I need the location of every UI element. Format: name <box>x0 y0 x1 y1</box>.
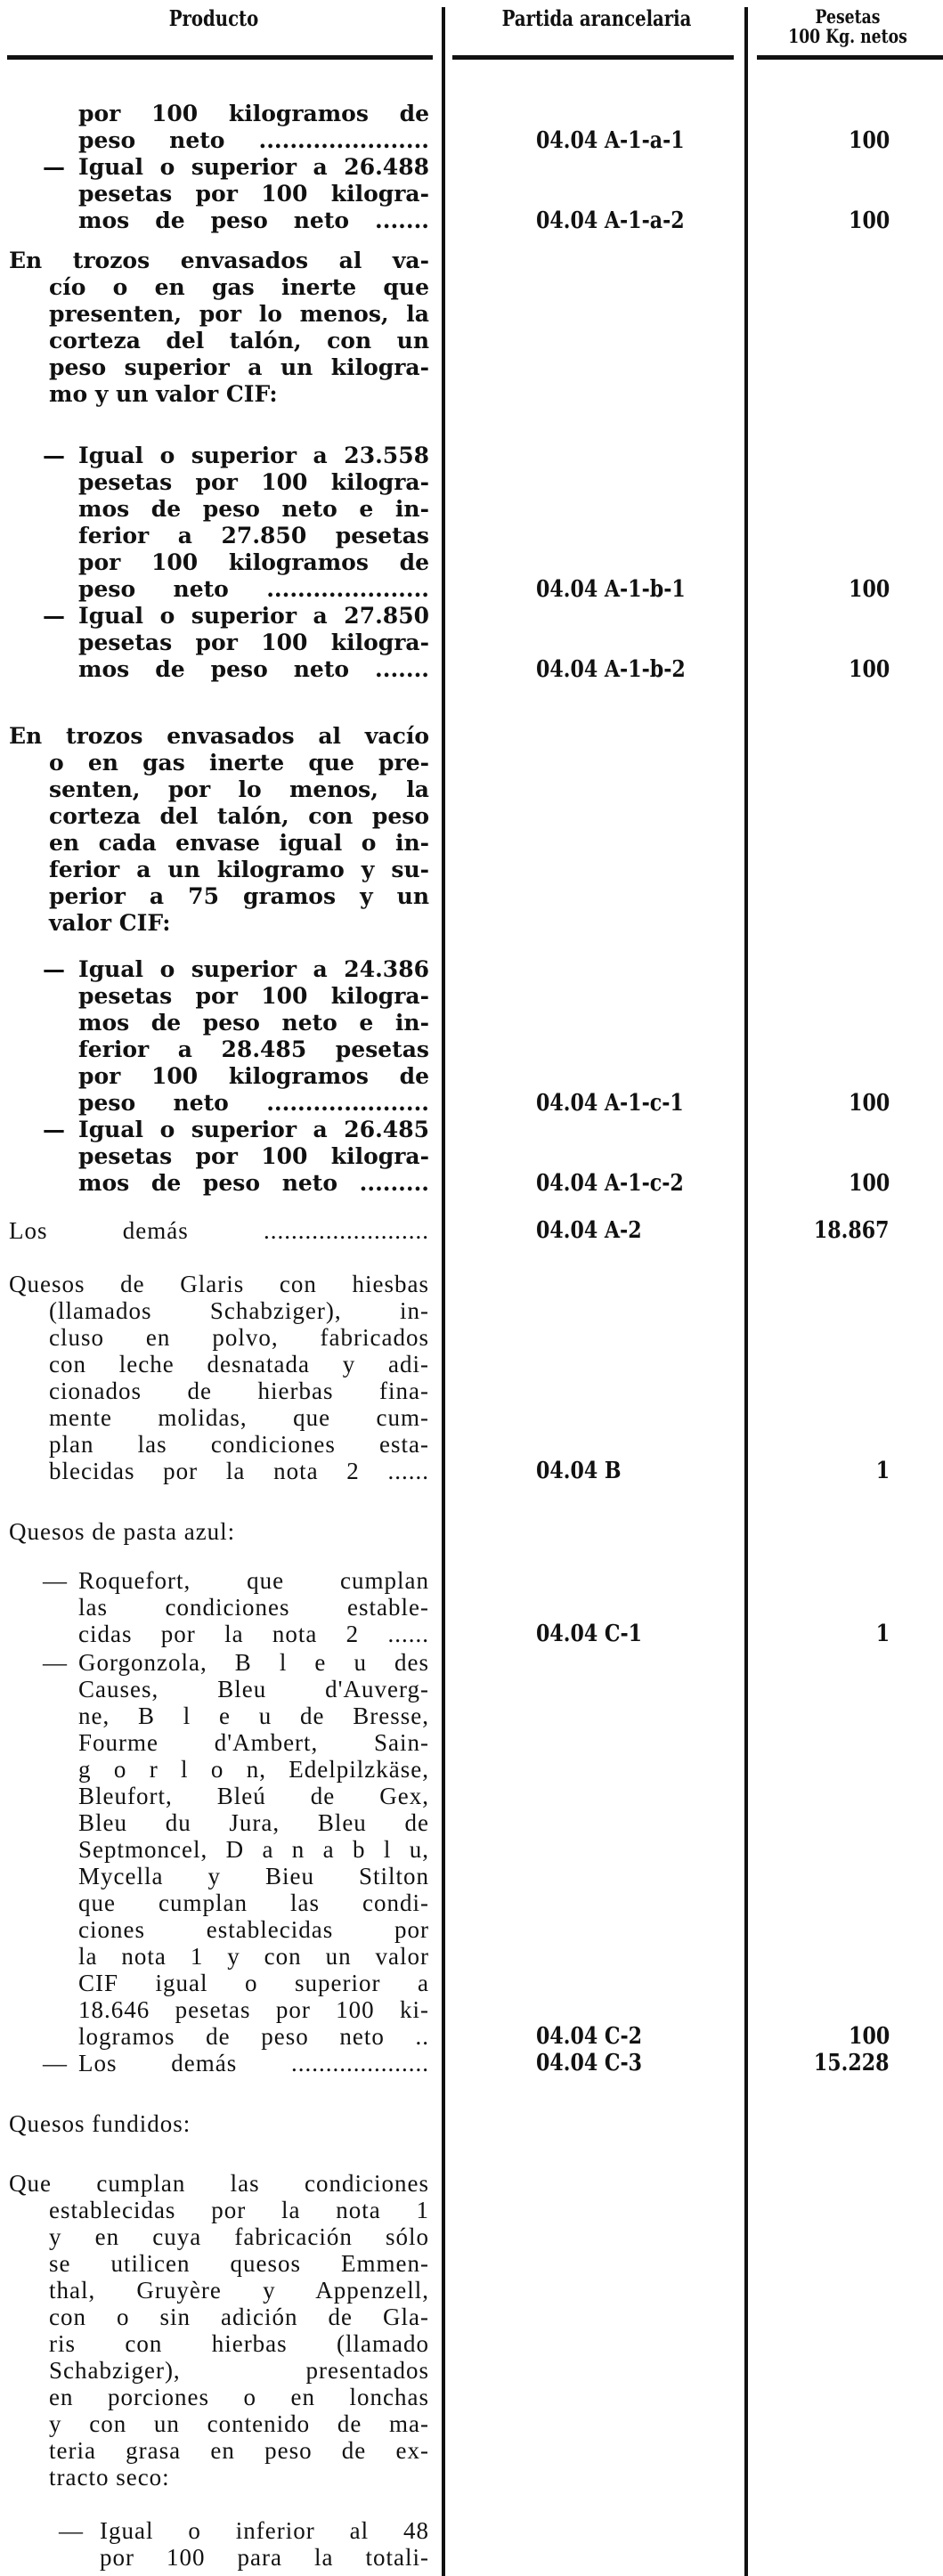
product-description-line: ferior a 28.485 pesetas <box>78 1036 429 1062</box>
tariff-code: 04.04 A-1-c-1 <box>536 1090 684 1117</box>
pesetas-value: 100 <box>848 1170 890 1197</box>
product-description-line: Igual o superior a 24.386 <box>78 956 429 982</box>
product-description-line: Fourme d'Ambert, Sain- <box>78 1729 429 1756</box>
product-description-line: Schabziger), presentados <box>49 2357 429 2384</box>
product-description-line: por 100 kilogramos de <box>78 101 429 126</box>
table-row <box>0 381 943 408</box>
product-description-line: peso superior a un kilogra- <box>49 354 429 380</box>
product-description-line: pesetas por 100 kilogra- <box>78 1143 429 1169</box>
tariff-code: 04.04 C-1 <box>536 1621 643 1647</box>
table-row <box>0 2517 943 2544</box>
table-row <box>0 630 943 656</box>
table-row <box>0 1916 943 1943</box>
product-description-line: o en gas inerte que pre- <box>49 750 429 776</box>
tariff-code: 04.04 A-2 <box>536 1217 642 1244</box>
table-entry <box>0 1567 943 1647</box>
tariff-code: 04.04 A-1-a-2 <box>536 207 685 234</box>
table-row <box>0 1809 943 1836</box>
table-row <box>0 1943 943 1970</box>
table-entry <box>0 2170 943 2491</box>
em-dash-bullet: — <box>59 2517 83 2544</box>
product-description-line: Igual o inferior al 48 <box>100 2517 429 2544</box>
product-description-line: Que cumplan las condiciones <box>9 2170 429 2197</box>
product-description-line: CIF igual o superior a <box>78 1970 429 1996</box>
table-row <box>0 1217 943 1244</box>
product-description-line: Mycella y Bieu Stilton <box>78 1863 429 1889</box>
table-row <box>0 1518 943 1545</box>
table-entry <box>0 1649 943 2076</box>
product-description-line: Quesos de Glaris con hiesbas <box>9 1271 429 1297</box>
table-row <box>0 2023 943 2050</box>
table-entry <box>0 1271 943 1484</box>
product-description-line: mos de peso neto ......... <box>78 1170 429 1196</box>
tariff-code: 04.04 B <box>536 1458 622 1484</box>
product-description-line: presenten, por lo menos, la <box>49 301 429 327</box>
table-row <box>0 2050 943 2076</box>
em-dash-bullet: — <box>43 1117 65 1142</box>
table-row <box>0 274 943 301</box>
table-row <box>0 1010 943 1036</box>
product-description-line: En trozos envasados al va- <box>9 248 429 273</box>
table-row <box>0 1377 943 1404</box>
table-row <box>0 983 943 1010</box>
product-description-line: cionados de hierbas fina- <box>49 1377 429 1404</box>
product-description-line: las condiciones estable- <box>78 1594 429 1621</box>
table-row <box>0 1996 943 2023</box>
table-row <box>0 2330 943 2357</box>
table-entry <box>0 956 943 1197</box>
product-description-line: cío o en gas inerte que <box>49 274 429 300</box>
product-description-line: pesetas por 100 kilogra- <box>78 181 429 207</box>
table-row <box>0 750 943 776</box>
table-row <box>0 1143 943 1170</box>
product-description-line: Roquefort, que cumplan <box>78 1567 429 1594</box>
product-description-line: establecidas por la nota 1 <box>49 2197 429 2223</box>
table-row <box>0 2277 943 2304</box>
table-row <box>0 2223 943 2250</box>
table-row <box>0 1090 943 1117</box>
table-row <box>0 1297 943 1324</box>
table-row <box>0 1431 943 1458</box>
product-description-line: peso neto ..................... <box>78 1090 429 1116</box>
table-row <box>0 857 943 883</box>
table-row <box>0 1324 943 1351</box>
product-description-line: mo y un valor CIF: <box>49 381 278 407</box>
table-entry <box>0 2517 943 2571</box>
product-description-line: en porciones o en lonchas <box>49 2384 429 2410</box>
product-description-line: peso neto ...................... <box>78 127 429 153</box>
table-row <box>0 956 943 983</box>
product-description-line: Bleu du Jura, Bleu de <box>78 1809 429 1836</box>
table-row <box>0 248 943 274</box>
product-description-line: corteza del talón, con un <box>49 328 429 353</box>
em-dash-bullet: — <box>43 1649 67 1676</box>
table-row <box>0 1351 943 1377</box>
product-description-line: ris con hierbas (llamado <box>49 2330 429 2357</box>
tariff-code: 04.04 A-1-b-1 <box>536 576 686 603</box>
pesetas-value: 100 <box>848 2023 890 2050</box>
em-dash-bullet: — <box>43 2050 67 2076</box>
column-header-partida-arancelaria: Partida arancelaria <box>501 5 692 31</box>
table-row <box>0 776 943 803</box>
column-header-producto: Producto <box>168 5 259 31</box>
table-row <box>0 1404 943 1431</box>
table-row <box>0 1567 943 1594</box>
table-row <box>0 2437 943 2464</box>
header-rule-pesetas <box>757 55 943 60</box>
product-description-line: ferior a 27.850 pesetas <box>78 523 429 549</box>
product-description-line: y en cuya fabricación sólo <box>49 2223 429 2250</box>
product-description-line: perior a 75 gramos y un <box>49 883 429 909</box>
product-description-line: Septmoncel, D a n a b l u, <box>78 1836 429 1863</box>
header-rule-producto <box>7 55 433 60</box>
product-description-line: teria grasa en peso de ex- <box>49 2437 429 2464</box>
tariff-code: 04.04 A-1-b-2 <box>536 656 686 683</box>
column-header-pesetas <box>769 7 925 46</box>
product-description-line: pesetas por 100 kilogra- <box>78 469 429 495</box>
product-description-line: Los demás .................... <box>78 2050 429 2076</box>
table-row <box>0 2410 943 2437</box>
product-description-line: plan las condiciones esta- <box>49 1431 429 1458</box>
table-row <box>0 2464 943 2491</box>
table-entry <box>0 723 943 937</box>
product-description-line: mos de peso neto e in- <box>78 1010 429 1036</box>
table-row <box>0 443 943 469</box>
table-row <box>0 1036 943 1063</box>
table-row <box>0 1970 943 1996</box>
pesetas-value: 1 <box>875 1458 890 1484</box>
product-description-line: se utilicen quesos Emmen- <box>49 2250 429 2277</box>
em-dash-bullet: — <box>43 154 65 180</box>
pesetas-value: 100 <box>848 656 890 683</box>
table-row <box>0 1649 943 1676</box>
table-row <box>0 549 943 576</box>
table-row <box>0 1756 943 1783</box>
table-row <box>0 1702 943 1729</box>
product-description-line: Los demás ........................ <box>9 1217 429 1244</box>
product-description-line: Igual o superior a 26.488 <box>78 154 429 180</box>
table-row <box>0 2197 943 2223</box>
product-description-line: ne, B l e u de Bresse, <box>78 1702 429 1729</box>
tariff-code: 04.04 C-3 <box>536 2050 643 2076</box>
product-description-line: con leche desnatada y adi- <box>49 1351 429 1377</box>
table-row <box>0 328 943 354</box>
product-description-line: ferior a un kilogramo y su- <box>49 857 429 882</box>
pesetas-value: 100 <box>848 1090 890 1117</box>
pesetas-value: 15.228 <box>814 2050 890 2076</box>
table-row <box>0 1170 943 1197</box>
product-description-line: Bleufort, Bleú de Gex, <box>78 1783 429 1809</box>
table-row <box>0 1676 943 1702</box>
product-description-line: por 100 para la totali- <box>100 2544 429 2571</box>
table-row <box>0 2170 943 2197</box>
em-dash-bullet: — <box>43 603 65 629</box>
table-row <box>0 2304 943 2330</box>
table-row <box>0 1729 943 1756</box>
product-description-line: En trozos envasados al vacío <box>9 723 429 749</box>
table-row <box>0 523 943 549</box>
product-description-line: 18.646 pesetas por 100 ki- <box>78 1996 429 2023</box>
table-row <box>0 2544 943 2571</box>
product-description-line: con o sin adición de Gla- <box>49 2304 429 2330</box>
table-row <box>0 469 943 496</box>
product-description-line: en cada envase igual o in- <box>49 830 429 856</box>
table-entry <box>0 101 943 234</box>
product-description-line: corteza del talón, con peso <box>49 803 429 829</box>
product-description-line: pesetas por 100 kilogra- <box>78 630 429 655</box>
product-description-line: y con un contenido de ma- <box>49 2410 429 2437</box>
column-header-pesetas-line1: Pesetas <box>815 5 881 28</box>
table-entry <box>0 2110 943 2137</box>
product-description-line: ciones establecidas por <box>78 1916 429 1943</box>
product-description-line: cidas por la nota 2 ...... <box>78 1621 429 1647</box>
table-row <box>0 576 943 603</box>
table-row <box>0 496 943 523</box>
pesetas-value: 18.867 <box>814 1217 890 1244</box>
product-description-line: Causes, Bleu d'Auverg- <box>78 1676 429 1702</box>
table-row <box>0 1063 943 1090</box>
product-description-line: mos de peso neto ....... <box>78 207 429 233</box>
table-row <box>0 723 943 750</box>
product-description-line: por 100 kilogramos de <box>78 1063 429 1089</box>
product-description-line: Igual o superior a 27.850 <box>78 603 429 629</box>
table-row <box>0 2250 943 2277</box>
product-description-line: Igual o superior a 23.558 <box>78 443 429 468</box>
product-description-line: mos de peso neto ....... <box>78 656 429 682</box>
product-description-line: Quesos fundidos: <box>9 2110 191 2137</box>
table-row <box>0 1783 943 1809</box>
table-row <box>0 2110 943 2137</box>
table-row <box>0 1117 943 1143</box>
table-row <box>0 883 943 910</box>
table-row <box>0 1836 943 1863</box>
table-row <box>0 1621 943 1647</box>
product-description-line: Quesos de pasta azul: <box>9 1518 236 1545</box>
table-row <box>0 101 943 127</box>
table-entry <box>0 248 943 408</box>
product-description-line: mente molidas, que cum- <box>49 1404 429 1431</box>
table-row <box>0 181 943 207</box>
column-header-pesetas-line2: 100 Kg. netos <box>788 25 907 47</box>
product-description-line: mos de peso neto e in- <box>78 496 429 522</box>
table-row <box>0 1594 943 1621</box>
table-row <box>0 1889 943 1916</box>
table-row <box>0 803 943 830</box>
product-description-line: por 100 kilogramos de <box>78 549 429 575</box>
pesetas-value: 100 <box>848 207 890 234</box>
table-row <box>0 354 943 381</box>
table-entry <box>0 1217 943 1244</box>
tariff-code: 04.04 A-1-a-1 <box>536 127 685 154</box>
table-row <box>0 1458 943 1484</box>
product-description-line: que cumplan las condi- <box>78 1889 429 1916</box>
table-row <box>0 910 943 937</box>
table-row <box>0 207 943 234</box>
product-description-line: la nota 1 y con un valor <box>78 1943 429 1970</box>
table-row <box>0 1271 943 1297</box>
table-row <box>0 301 943 328</box>
pesetas-value: 100 <box>848 576 890 603</box>
table-entry <box>0 443 943 683</box>
product-description-line: valor CIF: <box>49 910 171 936</box>
table-row <box>0 2357 943 2384</box>
tariff-code: 04.04 A-1-c-2 <box>536 1170 684 1197</box>
product-description-line: g o r l o n, Edelpilzkäse, <box>78 1756 429 1783</box>
pesetas-value: 1 <box>875 1621 890 1647</box>
tariff-code: 04.04 C-2 <box>536 2023 643 2050</box>
product-description-line: pesetas por 100 kilogra- <box>78 983 429 1009</box>
product-description-line: thal, Gruyère y Appenzell, <box>49 2277 429 2304</box>
table-row <box>0 1863 943 1889</box>
product-description-line: (llamados Schabziger), in- <box>49 1297 429 1324</box>
table-row <box>0 656 943 683</box>
product-description-line: Igual o superior a 26.485 <box>78 1117 429 1142</box>
em-dash-bullet: — <box>43 443 65 468</box>
table-entry <box>0 1518 943 1545</box>
product-description-line: peso neto ..................... <box>78 576 429 602</box>
header-rule-partida <box>452 55 734 60</box>
table-row <box>0 2384 943 2410</box>
pesetas-value: 100 <box>848 127 890 154</box>
table-row <box>0 603 943 630</box>
product-description-line: tracto seco: <box>49 2464 170 2491</box>
em-dash-bullet: — <box>43 1567 67 1594</box>
product-description-line: Gorgonzola, B l e u des <box>78 1649 429 1676</box>
em-dash-bullet: — <box>43 956 65 982</box>
product-description-line: logramos de peso neto .. <box>78 2023 429 2050</box>
product-description-line: blecidas por la nota 2 ...... <box>49 1458 429 1484</box>
table-row <box>0 830 943 857</box>
product-description-line: senten, por lo menos, la <box>49 776 429 802</box>
table-row <box>0 154 943 181</box>
table-row <box>0 127 943 154</box>
product-description-line: cluso en polvo, fabricados <box>49 1324 429 1351</box>
